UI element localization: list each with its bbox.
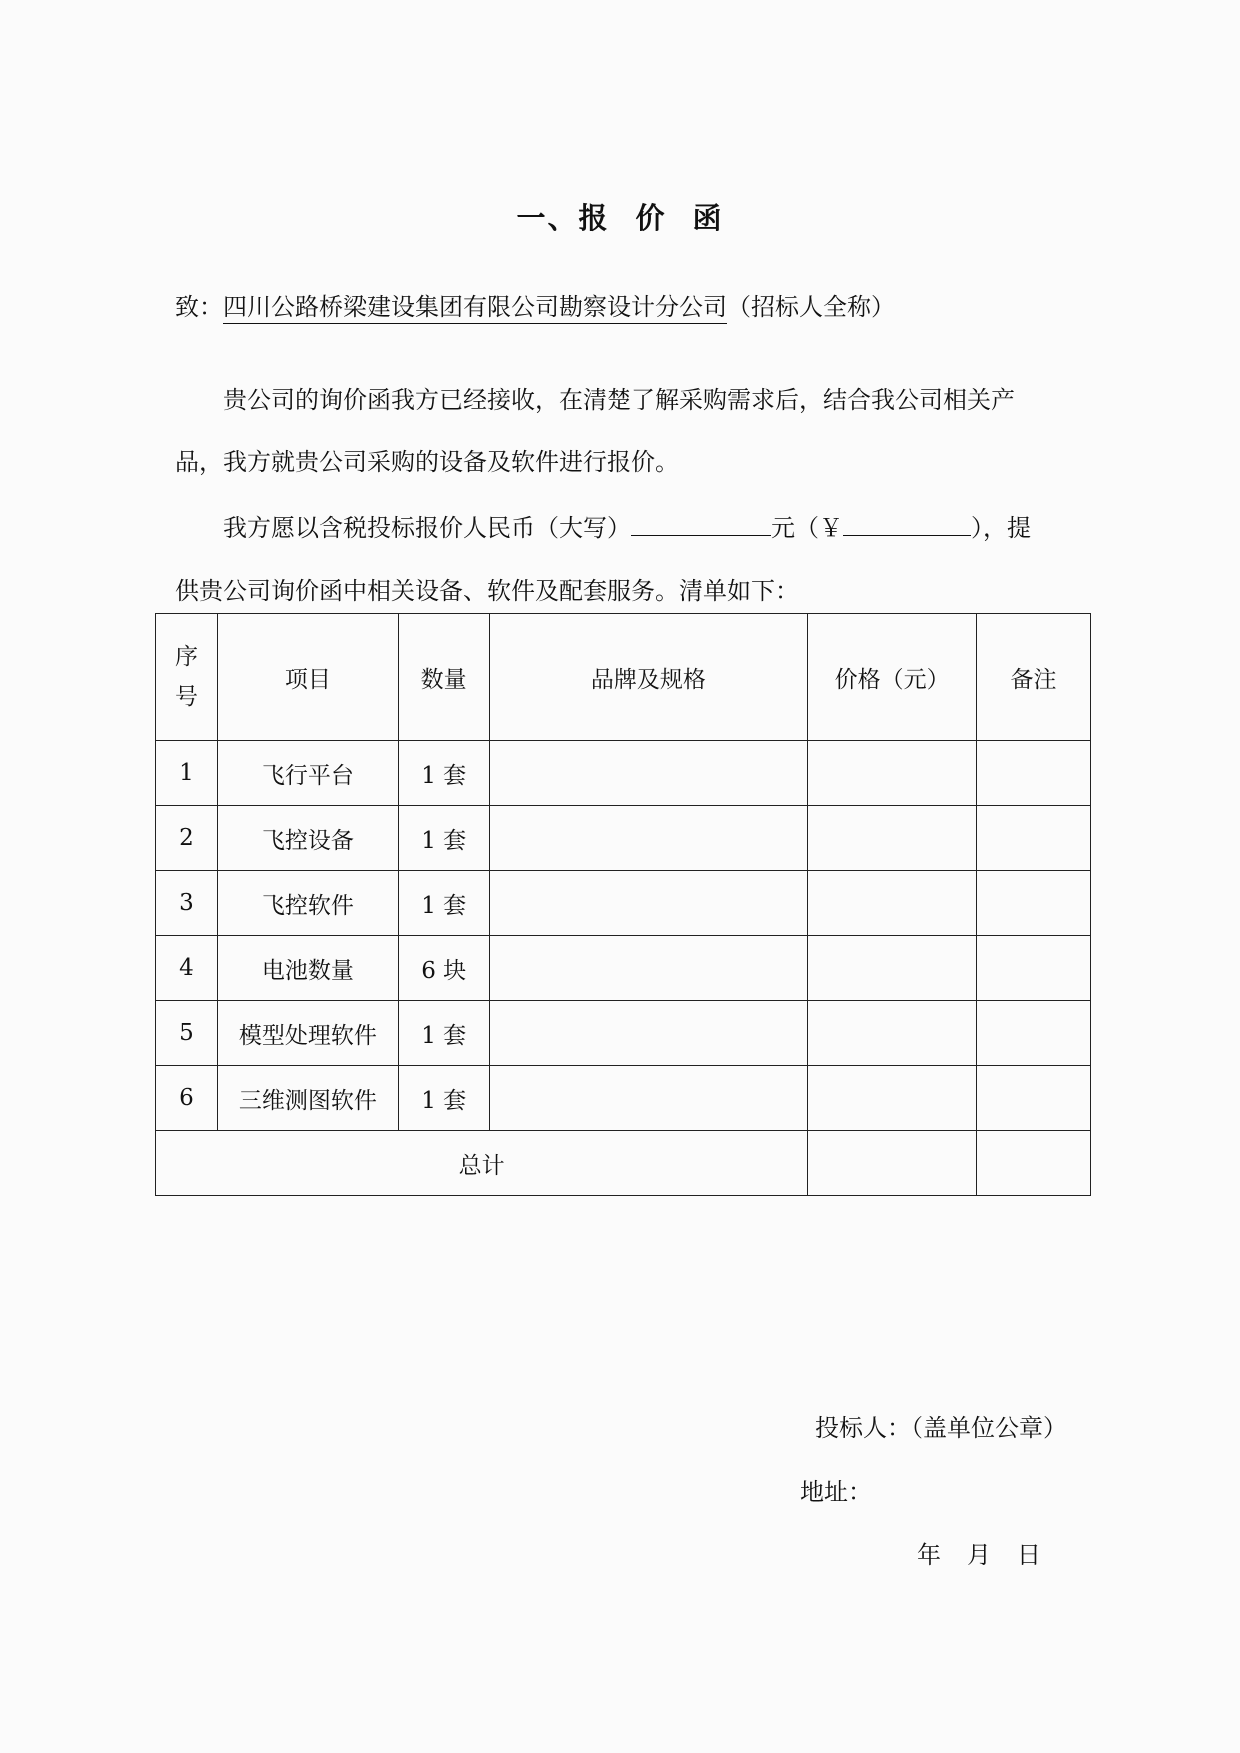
row-qty: 1 套 bbox=[398, 1001, 489, 1066]
bidder-signature-line: 投标人：（盖单位公章） bbox=[815, 1414, 1067, 1442]
page-title bbox=[0, 196, 1240, 237]
addressee-prefix: 致： bbox=[175, 293, 223, 321]
body-paragraph-1-line-2: 品，我方就贵公司采购的设备及软件进行报价。 bbox=[175, 448, 679, 476]
total-note-cell[interactable] bbox=[977, 1131, 1091, 1196]
amount-words-blank[interactable] bbox=[631, 513, 771, 536]
total-price-cell[interactable] bbox=[808, 1131, 977, 1196]
row-price-cell[interactable] bbox=[808, 806, 977, 871]
row-item: 飞控软件 bbox=[217, 871, 398, 936]
header-qty: 数量 bbox=[398, 614, 489, 741]
addressee-line bbox=[175, 287, 895, 322]
row-price-cell[interactable] bbox=[808, 871, 977, 936]
row-brand-cell[interactable] bbox=[489, 1066, 808, 1131]
row-note-cell[interactable] bbox=[977, 806, 1091, 871]
header-price: 价格（元） bbox=[808, 614, 977, 741]
body-paragraph-2-line-1 bbox=[223, 508, 1031, 543]
header-brand-spec: 品牌及规格 bbox=[489, 614, 808, 741]
row-item: 电池数量 bbox=[217, 936, 398, 1001]
row-brand-cell[interactable] bbox=[489, 871, 808, 936]
table-row bbox=[156, 936, 1091, 1001]
date-line bbox=[917, 1535, 1041, 1570]
row-price-cell[interactable] bbox=[808, 936, 977, 1001]
row-seq: 5 bbox=[156, 1001, 218, 1066]
header-seq: 序 号 bbox=[156, 614, 218, 741]
row-seq: 1 bbox=[156, 741, 218, 806]
row-qty: 6 块 bbox=[398, 936, 489, 1001]
amount-number-blank[interactable] bbox=[843, 513, 971, 536]
row-seq: 4 bbox=[156, 936, 218, 1001]
title-part-3: 函 bbox=[692, 201, 724, 235]
table-row bbox=[156, 871, 1091, 936]
recipient-name: 四川公路桥梁建设集团有限公司勘察设计分公司 bbox=[223, 293, 727, 324]
table-row bbox=[156, 741, 1091, 806]
row-price-cell[interactable] bbox=[808, 1001, 977, 1066]
price-statement-middle: 元（￥ bbox=[771, 514, 843, 542]
total-label: 总计 bbox=[156, 1131, 808, 1196]
header-note: 备注 bbox=[977, 614, 1091, 741]
table-row bbox=[156, 1001, 1091, 1066]
row-qty: 1 套 bbox=[398, 741, 489, 806]
row-item: 飞控设备 bbox=[217, 806, 398, 871]
row-seq: 6 bbox=[156, 1066, 218, 1131]
row-brand-cell[interactable] bbox=[489, 806, 808, 871]
body-paragraph-2-line-2: 供贵公司询价函中相关设备、软件及配套服务。清单如下： bbox=[175, 577, 799, 605]
row-item: 飞行平台 bbox=[217, 741, 398, 806]
row-seq: 2 bbox=[156, 806, 218, 871]
row-brand-cell[interactable] bbox=[489, 1001, 808, 1066]
table-row bbox=[156, 806, 1091, 871]
row-qty: 1 套 bbox=[398, 1066, 489, 1131]
price-statement-end: ），提 bbox=[971, 514, 1031, 542]
title-part-2: 价 bbox=[635, 201, 667, 235]
date-month-label: 月 bbox=[967, 1541, 991, 1569]
addressee-suffix: （招标人全称） bbox=[727, 293, 895, 321]
row-price-cell[interactable] bbox=[808, 741, 977, 806]
quotation-table bbox=[155, 613, 1091, 1196]
body-paragraph-1-line-1: 贵公司的询价函我方已经接收，在清楚了解采购需求后，结合我公司相关产 bbox=[223, 386, 1015, 414]
row-note-cell[interactable] bbox=[977, 1066, 1091, 1131]
row-qty: 1 套 bbox=[398, 871, 489, 936]
row-item: 三维测图软件 bbox=[217, 1066, 398, 1131]
row-item: 模型处理软件 bbox=[217, 1001, 398, 1066]
table-header-row bbox=[156, 614, 1091, 741]
header-item: 项目 bbox=[217, 614, 398, 741]
row-brand-cell[interactable] bbox=[489, 936, 808, 1001]
row-note-cell[interactable] bbox=[977, 936, 1091, 1001]
date-year-label: 年 bbox=[917, 1541, 941, 1569]
address-line: 地址： bbox=[800, 1478, 872, 1506]
row-seq: 3 bbox=[156, 871, 218, 936]
row-qty: 1 套 bbox=[398, 806, 489, 871]
row-brand-cell[interactable] bbox=[489, 741, 808, 806]
row-price-cell[interactable] bbox=[808, 1066, 977, 1131]
row-note-cell[interactable] bbox=[977, 1001, 1091, 1066]
date-day-label: 日 bbox=[1017, 1541, 1041, 1569]
row-note-cell[interactable] bbox=[977, 741, 1091, 806]
table-total-row bbox=[156, 1131, 1091, 1196]
row-note-cell[interactable] bbox=[977, 871, 1091, 936]
table-row bbox=[156, 1066, 1091, 1131]
price-statement-start: 我方愿以含税投标报价人民币（大写） bbox=[223, 514, 631, 542]
title-part-1: 一、报 bbox=[516, 201, 610, 235]
